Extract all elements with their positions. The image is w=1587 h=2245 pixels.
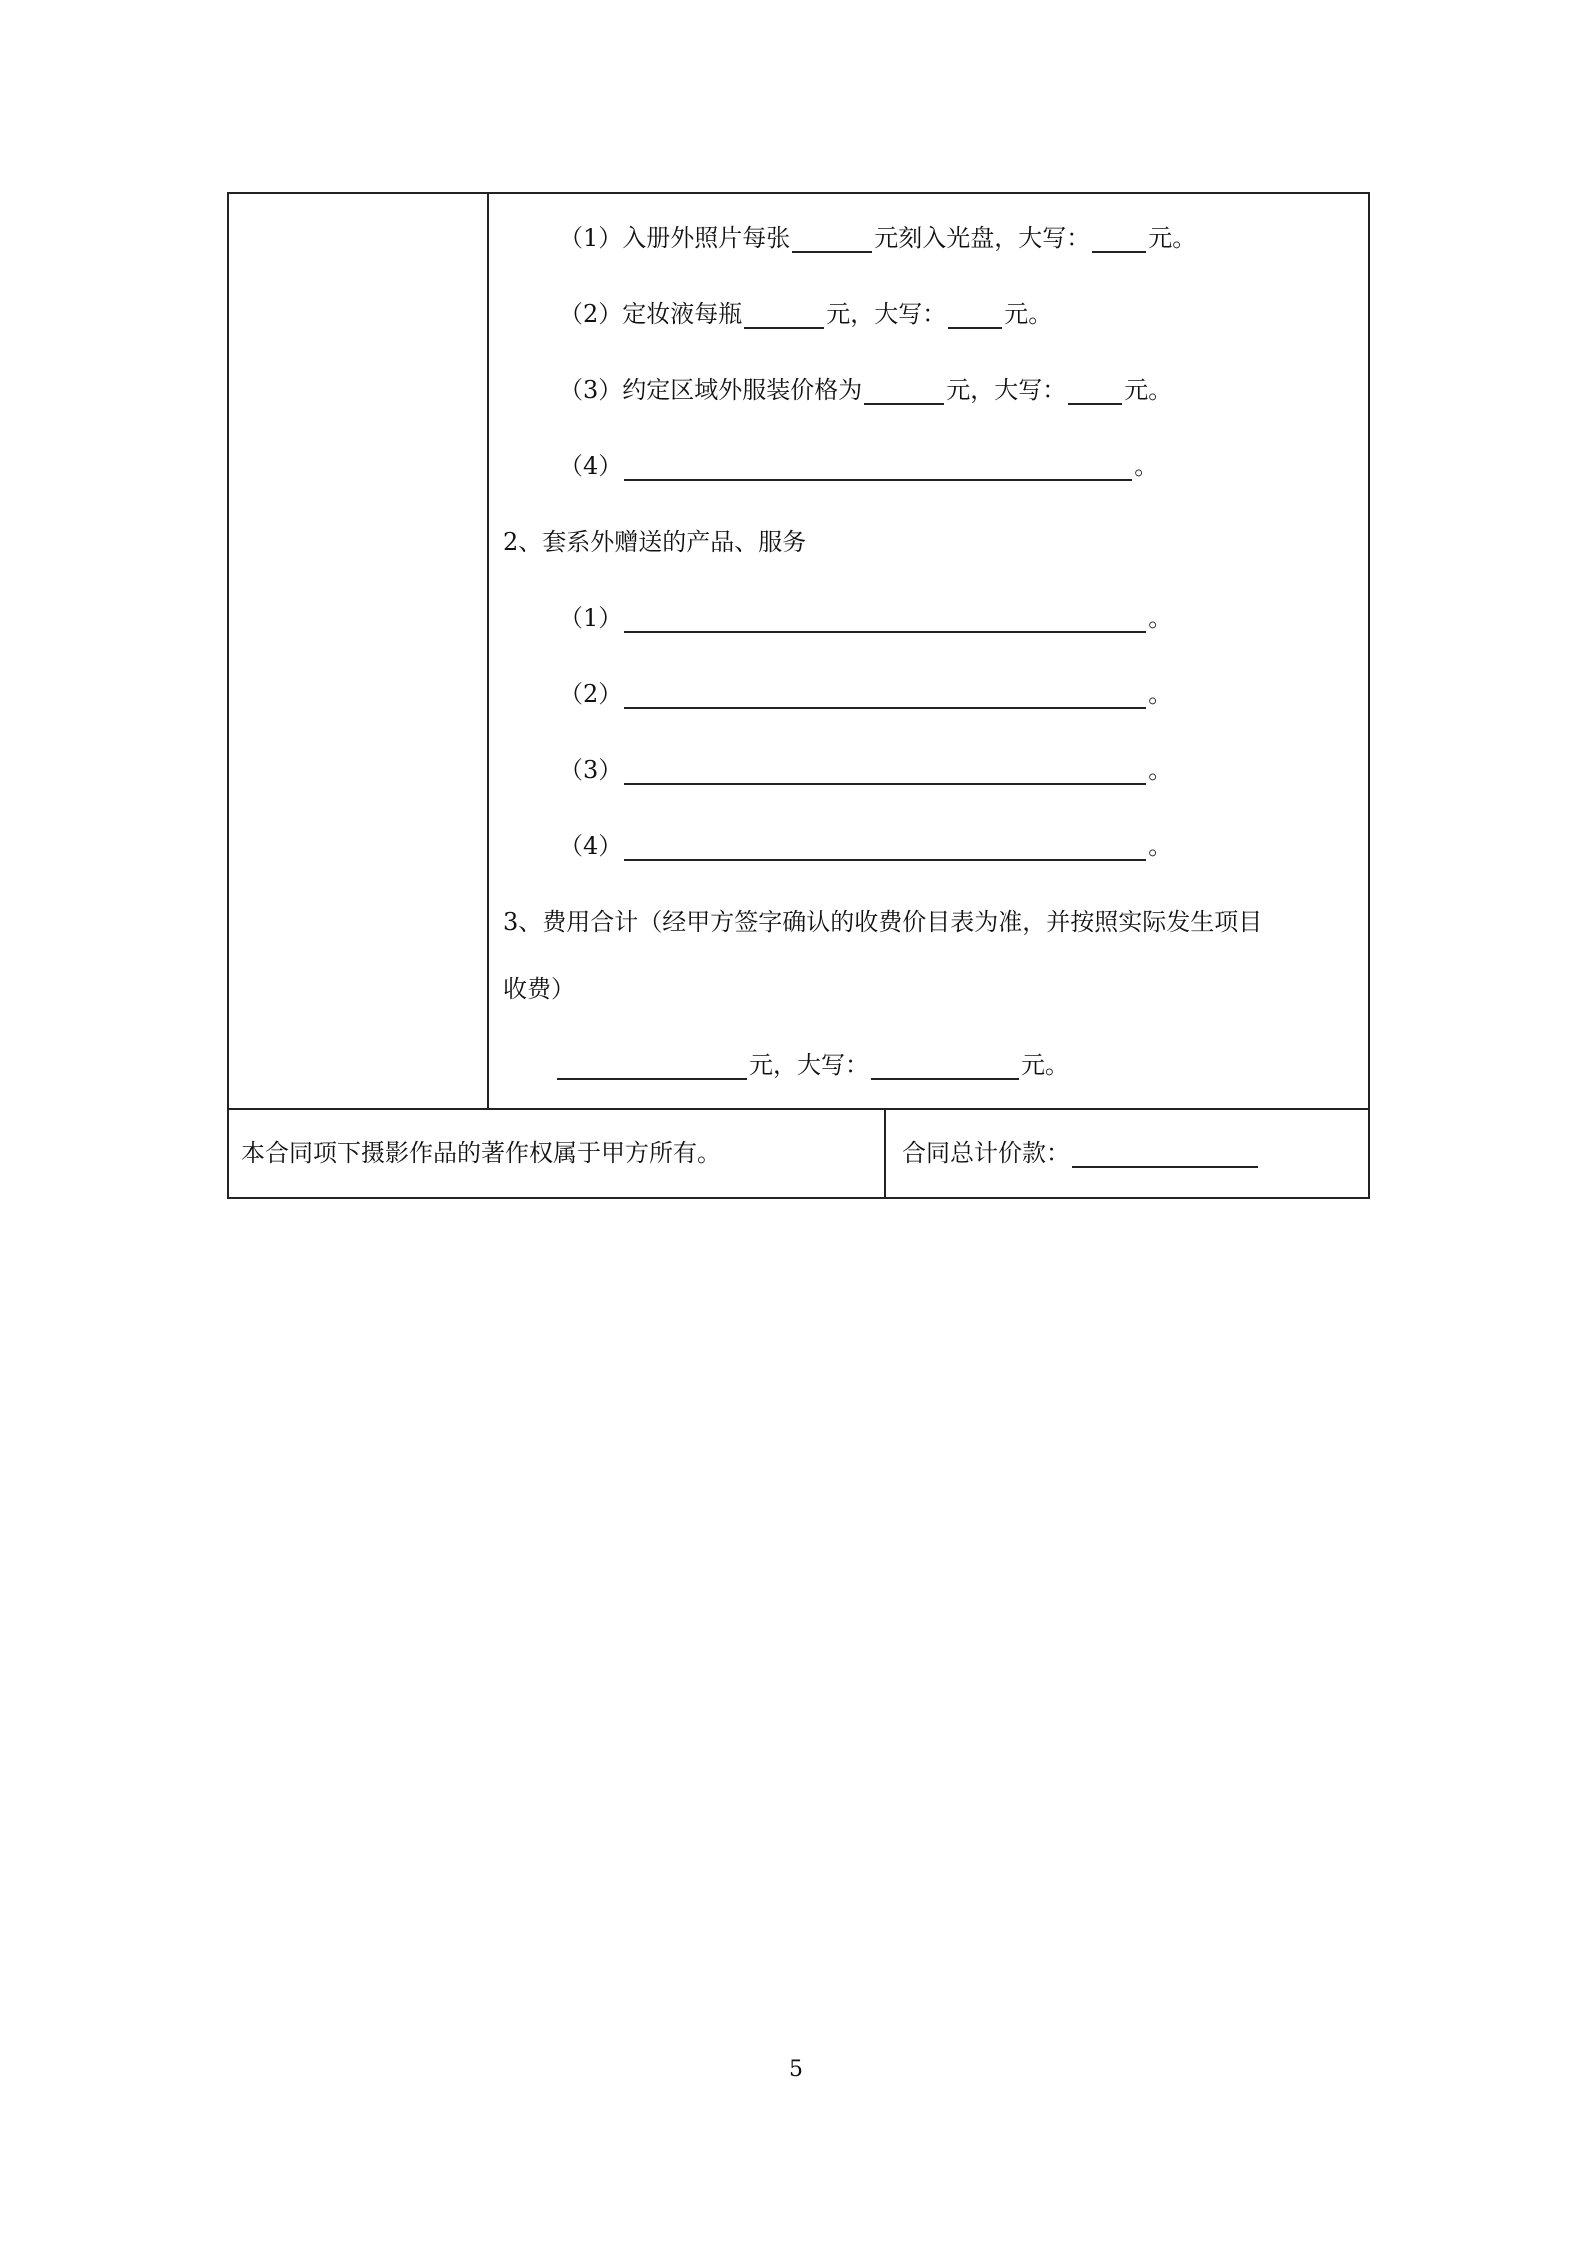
fee-total-line (555, 1050, 1069, 1080)
section1-item4-prefix: （4） (559, 452, 623, 480)
fee-total-suffix: 元。 (1021, 1051, 1069, 1079)
extra-photo-capital-blank[interactable] (1092, 227, 1146, 253)
gift-item-prefix: （2） (559, 680, 623, 708)
fee-total-mid: 元，大写： (749, 1051, 869, 1079)
extra-photo-price-blank[interactable] (792, 227, 872, 253)
setting-spray-mid: 元，大写： (826, 300, 947, 328)
outside-clothing-capital-blank[interactable] (1068, 379, 1122, 405)
gift-item-blank[interactable] (624, 683, 1146, 709)
gift-item-blank[interactable] (624, 835, 1146, 861)
gift-item-line (559, 831, 1172, 861)
contract-total-price (902, 1138, 1260, 1168)
gift-item-suffix: 。 (1148, 832, 1173, 860)
section2-heading (503, 527, 806, 557)
gift-item-suffix: 。 (1148, 756, 1173, 784)
extra-photo-price-line (559, 223, 1196, 253)
contract-total-label: 合同总计价款： (902, 1139, 1070, 1167)
gift-item-prefix: （3） (559, 756, 623, 784)
gift-item-suffix: 。 (1148, 604, 1173, 632)
outside-clothing-mid: 元，大写： (946, 376, 1067, 404)
setting-spray-prefix: （2）定妆液每瓶 (559, 300, 743, 328)
setting-spray-price-line (559, 299, 1052, 329)
outside-clothing-price-blank[interactable] (864, 379, 944, 405)
setting-spray-suffix: 元。 (1004, 300, 1053, 328)
section3-heading-line2 (503, 974, 575, 1004)
column-divider (487, 192, 489, 1109)
gift-item-line (559, 603, 1172, 633)
copyright-statement (241, 1138, 721, 1168)
fee-total-blank[interactable] (557, 1054, 747, 1080)
setting-spray-capital-blank[interactable] (948, 303, 1002, 329)
gift-item-line (559, 755, 1172, 785)
section1-item4-line (559, 451, 1158, 481)
copyright-text: 本合同项下摄影作品的著作权属于甲方所有。 (241, 1139, 721, 1167)
extra-photo-mid: 元刻入光盘，大写： (874, 224, 1091, 252)
section1-item4-blank[interactable] (624, 455, 1132, 481)
gift-item-prefix: （1） (559, 604, 623, 632)
outside-clothing-prefix: （3）约定区域外服装价格为 (559, 376, 863, 404)
gift-item-blank[interactable] (624, 607, 1146, 633)
gift-item-suffix: 。 (1148, 680, 1173, 708)
extra-photo-suffix: 元。 (1148, 224, 1197, 252)
section1-item4-suffix: 。 (1134, 452, 1159, 480)
gift-item-prefix: （4） (559, 832, 623, 860)
contract-total-blank[interactable] (1072, 1142, 1258, 1168)
section3-heading-text2: 收费） (503, 975, 575, 1003)
footer-column-divider (884, 1108, 886, 1199)
setting-spray-price-blank[interactable] (744, 303, 824, 329)
section2-heading-text: 2、套系外赠送的产品、服务 (503, 528, 807, 556)
fee-total-capital-blank[interactable] (871, 1054, 1019, 1080)
gift-item-line (559, 679, 1172, 709)
extra-photo-prefix: （1）入册外照片每张 (559, 224, 791, 252)
row-divider (227, 1108, 1370, 1110)
section3-heading-line1 (503, 907, 1262, 937)
section3-heading-text1: 3、费用合计（经甲方签字确认的收费价目表为准，并按照实际发生项目 (503, 908, 1263, 936)
gift-item-blank[interactable] (624, 759, 1146, 785)
page-number: 5 (789, 2057, 803, 2082)
outside-clothing-suffix: 元。 (1124, 376, 1173, 404)
outside-area-clothing-line (559, 375, 1172, 405)
